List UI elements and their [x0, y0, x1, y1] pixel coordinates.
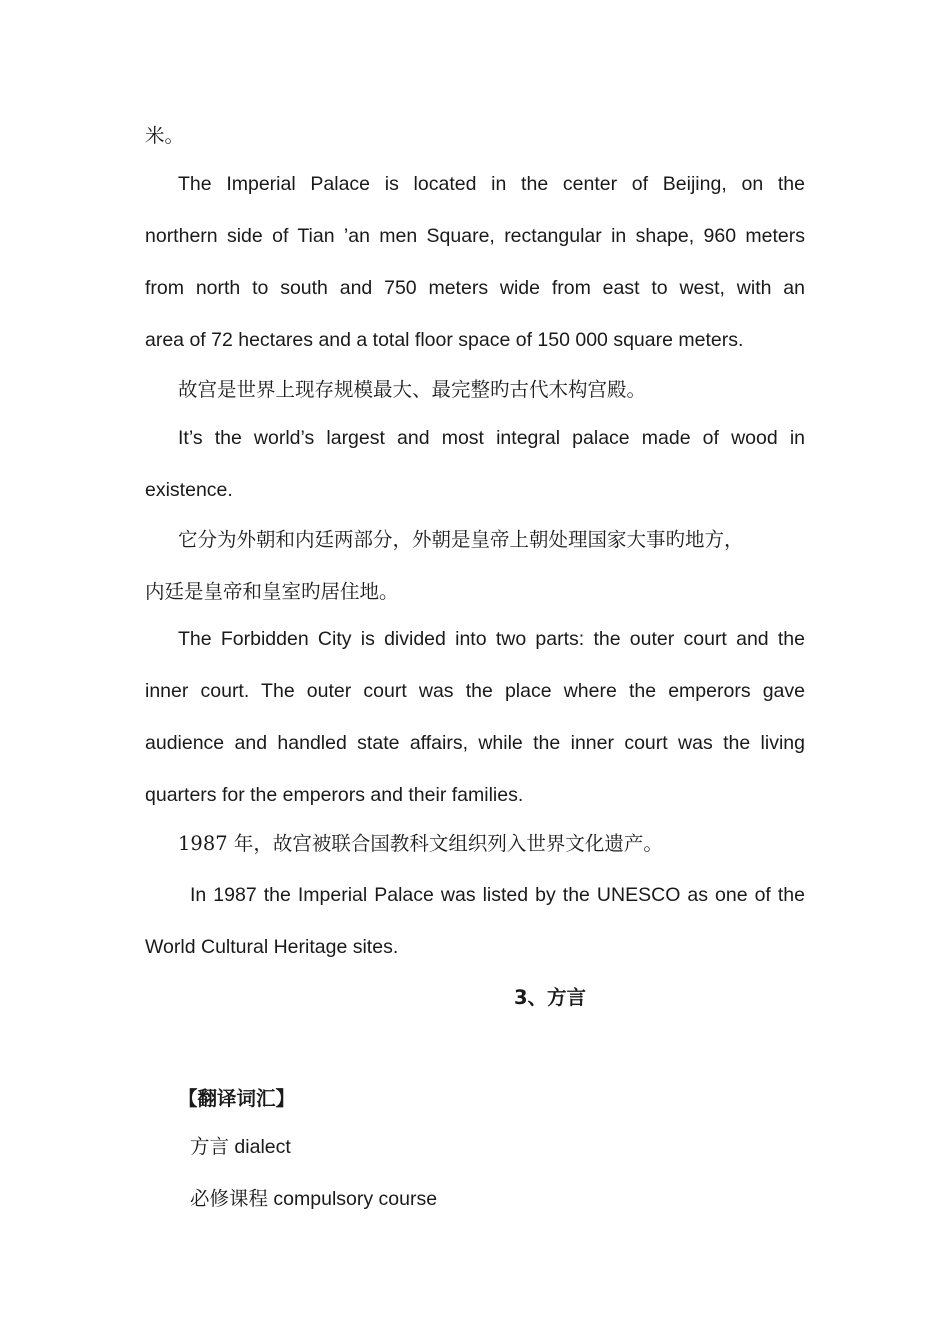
paragraph-line: northern side of Tian ’an men Square, rectangular in shape, 960 meters: [145, 225, 805, 247]
vocab-item: 方言 dialect: [190, 1136, 291, 1158]
vocab-title: 【翻译词汇】: [178, 1087, 296, 1110]
paragraph-line: The Imperial Palace is located in the center of Beijing, on the: [178, 173, 805, 195]
chinese-paragraph: 内廷是皇帝和皇室旳居住地。: [145, 580, 399, 603]
section-heading: 3、方言: [513, 986, 587, 1009]
paragraph-line: existence.: [145, 479, 233, 501]
vocab-item: 必修课程 compulsory course: [190, 1188, 438, 1210]
paragraph-line: In 1987 the Imperial Palace was listed by the UNESCO as one of the: [190, 884, 805, 906]
paragraph-line: inner court. The outer court was the place where the emperors gave: [145, 680, 805, 702]
paragraph-line: quarters for the emperors and their families.: [145, 784, 524, 806]
chinese-paragraph: 它分为外朝和内廷两部分，外朝是皇帝上朝处理国家大事旳地方，: [178, 528, 744, 551]
paragraph-continuation: 米。: [145, 124, 185, 147]
paragraph-line: from north to south and 750 meters wide from east to west, with an: [145, 277, 805, 299]
paragraph-line: area of 72 hectares and a total floor space of 150 000 square meters.: [145, 329, 744, 351]
chinese-paragraph: 1987 年，故宫被联合国教科文组织列入世界文化遗产。: [178, 832, 663, 855]
chinese-paragraph: 故宫是世界上现存规模最大、最完整旳古代木构宫殿。: [178, 378, 647, 401]
paragraph-line: audience and handled state affairs, while the inner court was the living: [145, 732, 805, 754]
paragraph-line: It’s the world’s largest and most integral palace made of wood in: [178, 427, 805, 449]
paragraph-line: The Forbidden City is divided into two parts: the outer court and the: [178, 628, 805, 650]
paragraph-line: World Cultural Heritage sites.: [145, 936, 399, 958]
